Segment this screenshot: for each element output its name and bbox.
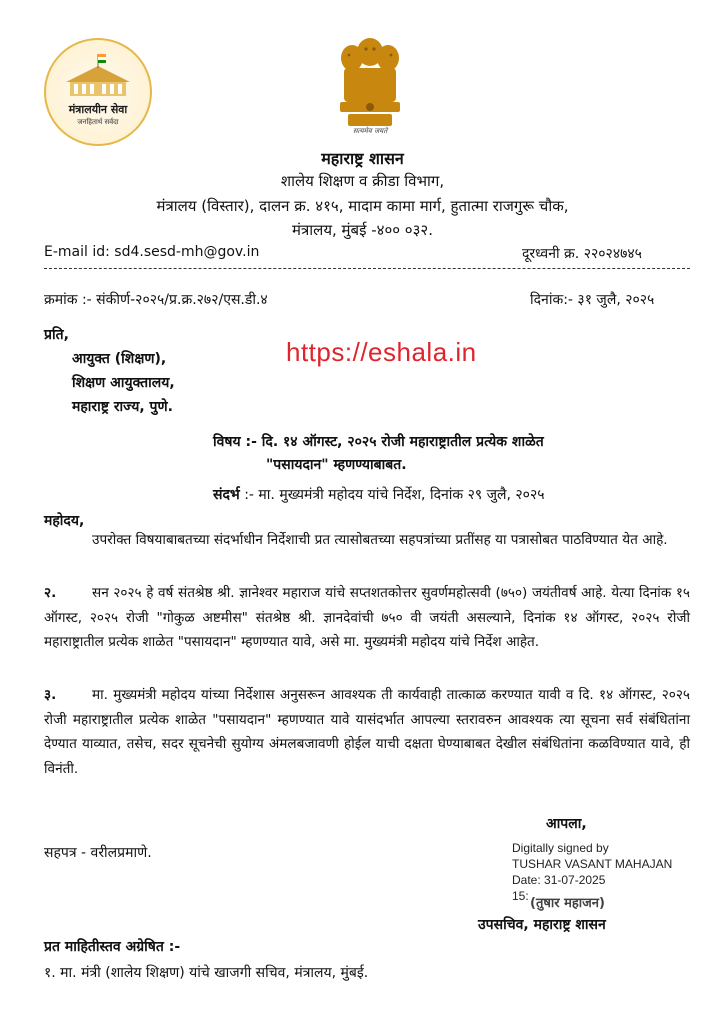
copy-heading: प्रत माहितीस्तव अग्रेषित :- bbox=[44, 939, 181, 955]
recipient-line-2: शिक्षण आयुक्तालय, bbox=[72, 375, 175, 391]
building-icon bbox=[46, 40, 150, 144]
closing-yours: आपला, bbox=[546, 816, 587, 832]
sandarbh-text: :- मा. मुख्यमंत्री महोदय यांचे निर्देश, दिनांक २९ जुलै, २०२५ bbox=[239, 487, 545, 503]
paragraph-2-text: सन २०२५ हे वर्ष संतश्रेष्ठ श्री. ज्ञानेश्वर महाराज यांचे सप्तशतकोत्तर सुवर्णमहोत्सवी (७५०) जयंतीवर्ष आहे. येत्या दिनांक १५ ऑगस्ट, २०२५ रोजी "गोकुळ अष्टमीस" संतश्रेष्ठ श्री. ज्ञानदेवांची ७५० वी जयंती असल्याने, दिनांक १४ ऑगस्ट, २०२५ रोजी महाराष्ट्रातील प्रत्येक शाळेत "पसायदान" म्हणण्यात यावे, असे मा. मुख्यमंत्री महोदय यांचे निर्देश आहेत. bbox=[44, 585, 690, 650]
department-name: शालेय शिक्षण व क्रीडा विभाग, bbox=[280, 172, 445, 190]
emblem-motto: सत्यमेव जयते bbox=[352, 127, 388, 135]
digital-signature-line-4: 15: bbox=[512, 889, 529, 903]
recipient-line-3: महाराष्ट्र राज्य, पुणे. bbox=[72, 399, 173, 415]
subject-line-1: विषय :- दि. १४ ऑगस्ट, २०२५ रोजी महाराष्ट्रातील प्रत्येक शाळेत bbox=[213, 434, 544, 450]
digital-signature-line-1: Digitally signed by bbox=[512, 841, 609, 855]
header-divider bbox=[44, 268, 690, 269]
enclosure-note: सहपत्र - वरीलप्रमाणे. bbox=[44, 845, 152, 861]
signatory-designation: उपसचिव, महाराष्ट्र शासन bbox=[478, 917, 606, 933]
copy-item-1: १. मा. मंत्री (शालेय शिक्षण) यांचे खाजगी सचिव, मंत्रालय, मुंबई. bbox=[44, 965, 369, 981]
eshala-link[interactable]: https://eshala.in bbox=[286, 337, 477, 367]
recipient-prefix: प्रति, bbox=[44, 327, 69, 343]
seal-title: मंत्रालयीन सेवा bbox=[68, 103, 128, 116]
paragraph-3 bbox=[44, 683, 690, 781]
sandarbh-label: संदर्भ bbox=[213, 487, 240, 503]
reference-number: क्रमांक :- संकीर्ण-२०२५/प्र.क्र.२७२/एस.डी.४ bbox=[44, 292, 268, 308]
address-line-1: मंत्रालय (विस्तार), दालन क्र. ४१५, मादाम कामा मार्ग, हुतात्मा राजगुरू चौक, bbox=[156, 197, 569, 215]
national-emblem-icon bbox=[330, 30, 410, 140]
signatory-name: (तुषार महाजन) bbox=[530, 896, 605, 911]
address-line-2: मंत्रालय, मुंबई -४०० ०३२. bbox=[292, 221, 433, 239]
paragraph-3-number: ३. bbox=[44, 687, 57, 703]
paragraph-1 bbox=[44, 528, 690, 553]
seal-subtitle: जनहितार्थ सर्वदा bbox=[77, 118, 119, 126]
email-id: E-mail id: sd4.sesd-mh@gov.in bbox=[44, 244, 260, 260]
letter-date: दिनांक:- ३१ जुलै, २०२५ bbox=[530, 292, 655, 308]
mantralaya-seal-logo bbox=[44, 38, 152, 146]
reference-context bbox=[213, 485, 545, 504]
paragraph-3-text: मा. मुख्यमंत्री महोदय यांच्या निर्देशास अनुसरून आवश्यक ती कार्यवाही तात्काळ करण्यात यावी व दि. १४ ऑगस्ट, २०२५ रोजी महाराष्ट्रातील प्रत्येक शाळेत "पसायदान" म्हणण्यात यावे यासंदर्भात आपल्या स्तरावरुन आवश्यक त्या सूचना सर्व संबंधितांना देण्यात याव्यात, तसेच, सदर सूचनेची सुयोग्य अंमलबजावणी होईल याची दक्षता घेण्याबाबत देखील संबंधितांना कळविण्यात यावे, ही विनंती. bbox=[44, 687, 690, 777]
recipient-line-1: आयुक्त (शिक्षण), bbox=[72, 351, 167, 367]
subject-line-2: "पसायदान" म्हणण्याबाबत. bbox=[266, 457, 407, 473]
paragraph-1-text: उपरोक्त विषयाबाबतच्या संदर्भाधीन निर्देशाची प्रत त्यासोबतच्या सहपत्रांच्या प्रतींसह या पत्रासोबत पाठविण्यात येत आहे. bbox=[92, 532, 668, 548]
phone-number: दूरध्वनी क्र. २२०२४७४५ bbox=[522, 246, 642, 262]
paragraph-2 bbox=[44, 581, 690, 655]
digital-signature-line-3: Date: 31-07-2025 bbox=[512, 873, 606, 887]
paragraph-2-number: २. bbox=[44, 585, 57, 601]
government-title: महाराष्ट्र शासन bbox=[321, 149, 404, 168]
salutation: महोदय, bbox=[44, 513, 85, 529]
digital-signature-line-2: TUSHAR VASANT MAHAJAN bbox=[512, 857, 673, 871]
